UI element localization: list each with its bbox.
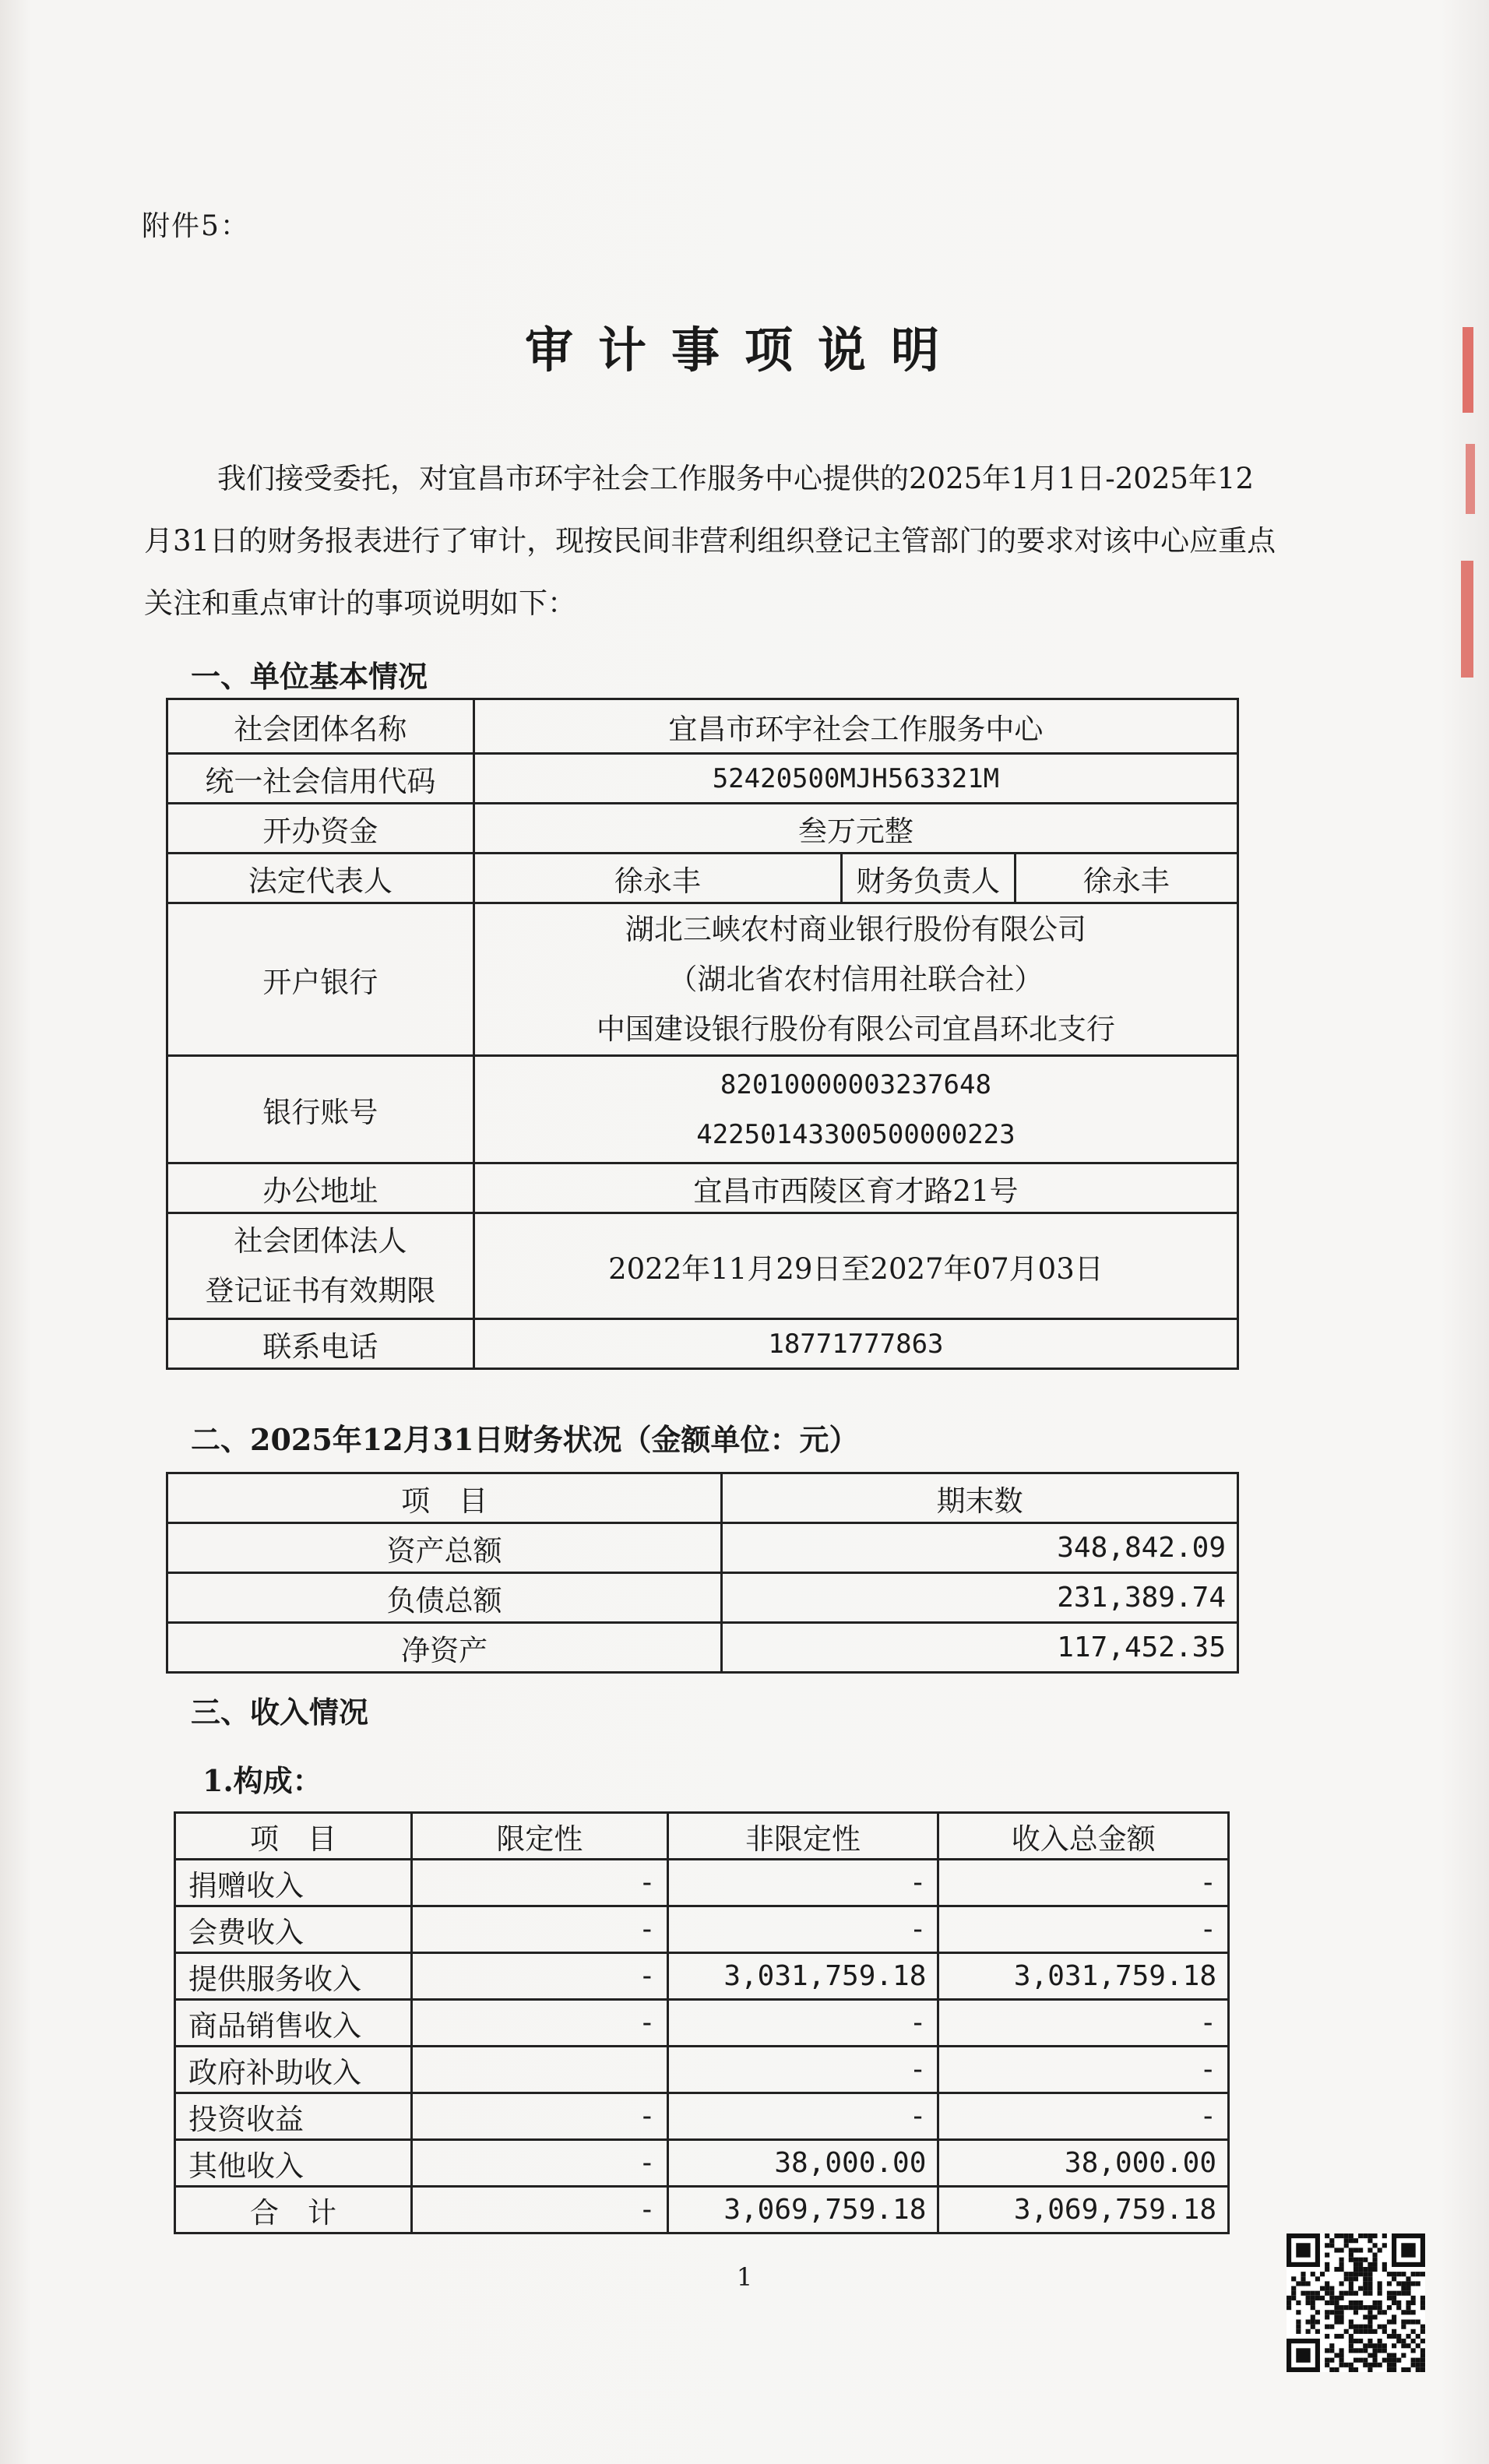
table-row <box>167 1573 1238 1623</box>
row-restricted <box>412 2047 668 2093</box>
row-item: 其他收入 <box>175 2140 412 2187</box>
table-row <box>167 854 1238 903</box>
col-item-header: 项 目 <box>175 1813 412 1860</box>
row-unrestricted: 3,069,759.18 <box>667 2187 938 2233</box>
basic-info-table <box>166 698 1239 1370</box>
row-item: 会费收入 <box>175 1906 412 1953</box>
phone-label: 联系电话 <box>167 1319 474 1369</box>
table-row <box>167 903 1238 1056</box>
row-restricted: - <box>412 1953 668 2000</box>
account-number-1: 82010000003237648 <box>720 1068 991 1100</box>
intro-paragraph: 我们接受委托，对宜昌市环宇社会工作服务中心提供的2025年1月1日-2025年12月31日的财务报表进行了审计，现按民间非营利组织登记主管部门的要求对该中心应重点关注和重点审计的事项说明如下： <box>144 462 1276 620</box>
row-restricted: - <box>412 1860 668 1906</box>
bank-value <box>473 903 1237 1056</box>
income-rows <box>175 1860 1229 2233</box>
row-value: 231,389.74 <box>722 1573 1238 1623</box>
section3-subheading: 1.构成： <box>202 1763 322 1798</box>
table-header-row <box>167 1473 1238 1523</box>
page-number: 1 <box>736 2262 753 2292</box>
row-item: 合 计 <box>175 2187 412 2233</box>
table-row <box>167 754 1238 804</box>
capital-label: 开办资金 <box>167 804 474 854</box>
table-row <box>175 1906 1229 1953</box>
row-total: - <box>938 2047 1229 2093</box>
account-number-2: 42250143300500000223 <box>696 1118 1016 1150</box>
org-name-label: 社会团体名称 <box>167 699 474 754</box>
account-label: 银行账号 <box>167 1056 474 1163</box>
table-row <box>175 1953 1229 2000</box>
row-value: 117,452.35 <box>722 1623 1238 1673</box>
address-label: 办公地址 <box>167 1163 474 1213</box>
table-row <box>175 2047 1229 2093</box>
row-total: - <box>938 1906 1229 1953</box>
col-unrestricted-header: 非限定性 <box>667 1813 938 1860</box>
row-value: 348,842.09 <box>722 1523 1238 1573</box>
page-title: 审计事项说明 <box>524 322 964 378</box>
table-row <box>175 2140 1229 2187</box>
financial-status-table <box>166 1472 1239 1674</box>
row-unrestricted: 38,000.00 <box>667 2140 938 2187</box>
col-restricted-header: 限定性 <box>412 1813 668 1860</box>
table-row <box>167 1163 1238 1213</box>
bank-label: 开户银行 <box>167 903 474 1056</box>
cert-period-label <box>167 1213 474 1319</box>
row-restricted: - <box>412 2000 668 2047</box>
org-name-value: 宜昌市环宇社会工作服务中心 <box>473 699 1237 754</box>
row-item: 净资产 <box>167 1623 722 1673</box>
credit-code-value: 52420500MJH563321M <box>473 754 1237 804</box>
table-row <box>167 1213 1238 1319</box>
section2-heading: 二、2025年12月31日财务状况（金额单位：元） <box>191 1422 859 1457</box>
row-total: 3,031,759.18 <box>938 1953 1229 2000</box>
table-row <box>175 2000 1229 2047</box>
row-unrestricted: - <box>667 2047 938 2093</box>
phone-value: 18771777863 <box>473 1319 1237 1369</box>
finance-head-value: 徐永丰 <box>1015 854 1238 903</box>
row-unrestricted: - <box>667 2093 938 2140</box>
finance-head-label: 财务负责人 <box>841 854 1015 903</box>
col-item-header: 项 目 <box>167 1473 722 1523</box>
row-restricted: - <box>412 2187 668 2233</box>
row-restricted: - <box>412 1906 668 1953</box>
table-row <box>175 2093 1229 2140</box>
table-row <box>175 2187 1229 2233</box>
row-unrestricted: - <box>667 1860 938 1906</box>
row-item: 资产总额 <box>167 1523 722 1573</box>
row-total: - <box>938 2000 1229 2047</box>
row-item: 负债总额 <box>167 1573 722 1623</box>
row-total: 3,069,759.18 <box>938 2187 1229 2233</box>
row-item: 捐赠收入 <box>175 1860 412 1906</box>
attachment-label: 附件5： <box>142 210 250 242</box>
table-row <box>167 699 1238 754</box>
row-restricted: - <box>412 2093 668 2140</box>
row-restricted: - <box>412 2140 668 2187</box>
cert-period-value: 2022年11月29日至2027年07月03日 <box>473 1213 1237 1319</box>
row-unrestricted: - <box>667 1906 938 1953</box>
table-row <box>167 1056 1238 1163</box>
table-header-row <box>175 1813 1229 1860</box>
bank-line-1: 湖北三峡农村商业银行股份有限公司 <box>625 912 1086 946</box>
legal-rep-value: 徐永丰 <box>473 854 841 903</box>
bank-line-2: （湖北省农村信用社联合社） <box>668 962 1044 996</box>
bank-line-3: 中国建设银行股份有限公司宜昌环北支行 <box>596 1012 1115 1046</box>
capital-value: 叁万元整 <box>473 804 1237 854</box>
row-total: 38,000.00 <box>938 2140 1229 2187</box>
section3-heading: 三、收入情况 <box>191 1695 369 1730</box>
legal-rep-label: 法定代表人 <box>167 854 474 903</box>
table-row <box>167 804 1238 854</box>
row-unrestricted: 3,031,759.18 <box>667 1953 938 2000</box>
address-value: 宜昌市西陵区育才路21号 <box>473 1163 1237 1213</box>
cert-label-line-1: 社会团体法人 <box>234 1223 407 1258</box>
cert-label-line-2: 登记证书有效期限 <box>205 1273 436 1308</box>
red-seal-edge <box>1458 327 1489 685</box>
col-end-header: 期末数 <box>722 1473 1238 1523</box>
row-item: 提供服务收入 <box>175 1953 412 2000</box>
table-row <box>167 1523 1238 1573</box>
account-value <box>473 1056 1237 1163</box>
row-item: 商品销售收入 <box>175 2000 412 2047</box>
row-item: 政府补助收入 <box>175 2047 412 2093</box>
credit-code-label: 统一社会信用代码 <box>167 754 474 804</box>
qr-code-icon <box>1287 2233 1425 2372</box>
table-row <box>167 1319 1238 1369</box>
table-row <box>167 1623 1238 1673</box>
col-total-header: 收入总金额 <box>938 1813 1229 1860</box>
row-item: 投资收益 <box>175 2093 412 2140</box>
row-total: - <box>938 1860 1229 1906</box>
section1-heading: 一、单位基本情况 <box>191 659 428 694</box>
row-unrestricted: - <box>667 2000 938 2047</box>
income-table <box>174 1811 1230 2234</box>
table-row <box>175 1860 1229 1906</box>
row-total: - <box>938 2093 1229 2140</box>
